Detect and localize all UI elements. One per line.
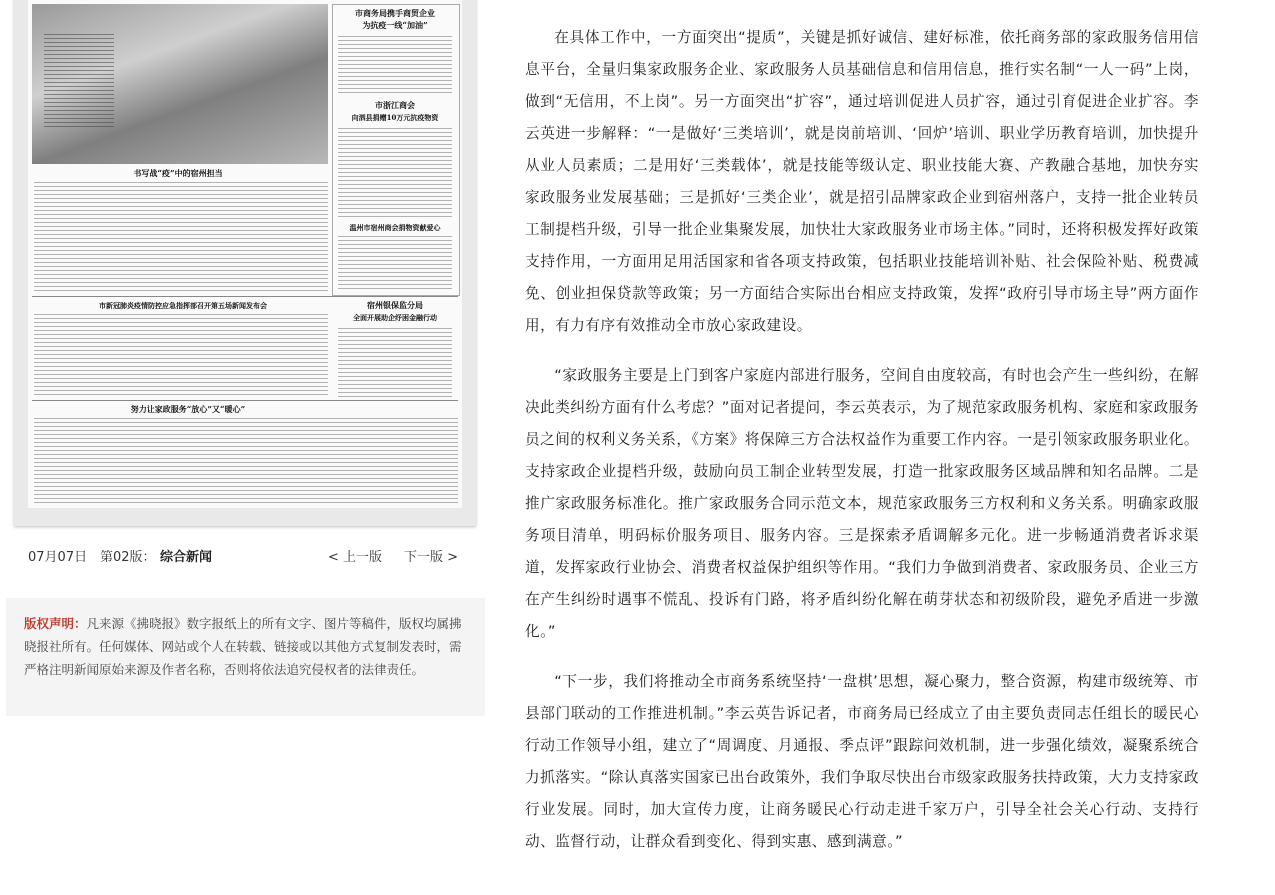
- divider: [32, 296, 458, 297]
- article-text-block: [34, 314, 328, 396]
- headline-2[interactable]: 为抗疫一线“加油”: [362, 20, 428, 30]
- newspaper-page-image[interactable]: [28, 0, 462, 508]
- divider: [32, 400, 458, 401]
- prev-page-link[interactable]: < 上一版: [328, 550, 383, 565]
- headline-8[interactable]: 宿州银保监分局: [367, 300, 423, 310]
- article-text-block: [338, 128, 452, 218]
- page-navigation: [28, 548, 468, 568]
- copyright-notice: [6, 598, 485, 716]
- article-text-block: [338, 236, 452, 290]
- headline-9[interactable]: 全面开展助企纾困金融行动: [353, 313, 437, 322]
- article-text-block: [338, 36, 452, 94]
- edition-label: 第02版：: [100, 550, 156, 565]
- photo-caption: [44, 34, 114, 130]
- article-paragraph: “下一步，我们将推动全市商务系统坚持‘一盘棋’思想，凝心聚力，整合资源，构建市级统筹、市县部门联动的工作推进机制。”李云英告诉记者，市商务局已经成立了由主要负责同志任组长的暖民心行动工作领导小组，建立了“周调度、月通报、季点评”跟踪问效机制，进一步强化绩效，凝聚系统合力抓落实。“除认真落实国家已出台政策外，我们争取尽快出台市级家政服务扶持政策，大力支持家政行业发展。同时，加大宣传力度，让商务暖民心行动走进千家万户，引导全社会关心行动、支持行动、监督行动，让群众看到变化、得到实惠、感到满意。”: [525, 673, 1199, 850]
- article-paragraph: “家政服务主要是上门到客户家庭内部进行服务，空间自由度较高，有时也会产生一些纠纷，在解决此类纠纷方面有什么考虑？”面对记者提问，李云英表示，为了规范家政服务机构、家庭和家政服务员之间的权利义务关系，《方案》将保障三方合法权益作为重要工作内容。一是引领家政服务职业化。支持家政企业提档升级，鼓励向员工制企业转型发展，打造一批家政服务区域品牌和知名品牌。二是推广家政服务标准化。推广家政服务合同示范文本，规范家政服务三方权利和义务关系。明确家政服务项目清单，明码标价服务项目、服务内容。三是探索矛盾调解多元化。进一步畅通消费者诉求渠道，发挥家政行业协会、消费者权益保护组织等作用。“我们力争做到消费者、家政服务员、企业三方在产生纠纷时遇事不慌乱、投诉有门路，将矛盾纠纷化解在萌芽状态和初级阶段，避免矛盾进一步激化。”: [525, 367, 1199, 640]
- left-column: [0, 0, 490, 895]
- article-body: [525, 22, 1199, 876]
- newspaper-page-thumbnail[interactable]: [14, 0, 476, 526]
- headline-1[interactable]: 市商务局携手商贸企业: [355, 8, 435, 18]
- headline-4[interactable]: 向泗县捐赠10万元抗疫物资: [351, 113, 439, 122]
- news-photo: [32, 4, 328, 164]
- article-text-block: [34, 418, 458, 504]
- copyright-label: 版权声明：: [24, 616, 87, 631]
- headline-10[interactable]: 努力让家政服务“放心”又“暖心”: [130, 404, 246, 414]
- article-paragraph: 在具体工作中，一方面突出“提质”，关键是抓好诚信、建好标准，依托商务部的家政服务信用信息平台，全量归集家政服务企业、家政服务人员基础信息和信用信息，推行实名制“一人一码”上岗，做到“无信用，不上岗”。另一方面突出“扩容”，通过培训促进人员扩容，通过引育促进企业扩容。李云英进一步解释：“一是做好‘三类培训’，就是岗前培训、‘回炉’培训、职业学历教育培训，加快提升从业人员素质；二是用好‘三类载体’，就是技能等级认定、职业技能大赛、产教融合基地，加快夯实家政服务业发展基础；三是抓好‘三类企业’，就是招引品牌家政企业到宿州落户，支持一批企业转员工制提档升级，引导一批企业集聚发展，加快壮大家政服务业市场主体。”同时，还将积极发挥好政策支持作用，一方面用足用活国家和省各项支持政策，包括职业技能培训补贴、社会保险补贴、税费减免、创业担保贷款等政策；另一方面结合实际出台相应支持政策，发挥“政府引导市场主导”两方面作用，有力有序有效推动全市放心家政建设。: [525, 29, 1199, 334]
- article-text-block: [34, 182, 328, 292]
- issue-date: 07月07日: [28, 550, 88, 565]
- headline-3[interactable]: 市浙江商会: [375, 100, 415, 110]
- headline-5[interactable]: 书写战“疫”中的宿州担当: [133, 168, 223, 178]
- next-page-link[interactable]: 下一版 >: [404, 550, 459, 565]
- article-text-block: [338, 328, 452, 398]
- section-name[interactable]: 综合新闻: [160, 550, 213, 565]
- headline-6[interactable]: 温州市宿州商会捐物资献爱心: [349, 223, 441, 232]
- headline-7[interactable]: 市新冠肺炎疫情防控应急指挥部召开第五场新闻发布会: [99, 301, 267, 310]
- copyright-text: 凡来源《拂晓报》数字报纸上的所有文字、图片等稿件，版权均属拂晓报社所有。任何媒体、网站或个人在转载、链接或以其他方式复制发表时，需严格注明新闻原始来源及作者名称，否则将依法追究侵权者的法律责任。: [24, 616, 462, 677]
